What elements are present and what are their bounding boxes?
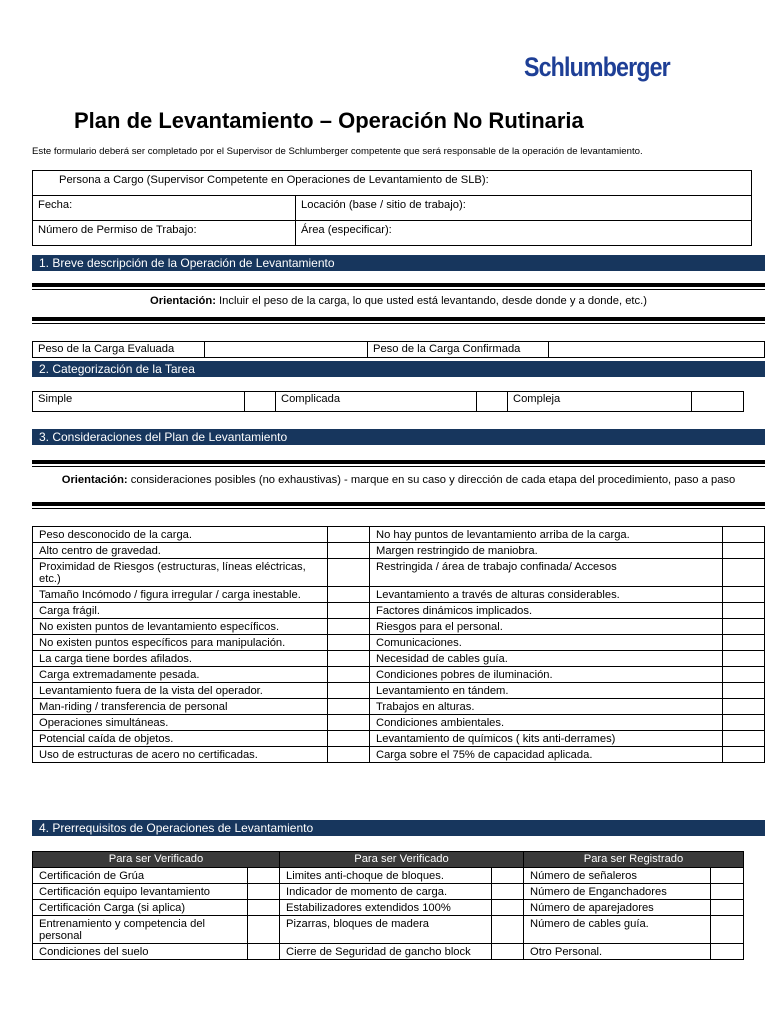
consideracion-checkbox[interactable] <box>723 559 765 587</box>
section-4-header: 4. Prerrequisitos de Operaciones de Levantamiento <box>32 820 765 836</box>
consideracion-checkbox[interactable] <box>328 603 370 619</box>
prerrequisito-label: Certificación equipo levantamiento <box>33 884 248 900</box>
table-row <box>33 587 765 603</box>
prerrequisito-label: Certificación Carga (si aplica) <box>33 900 248 916</box>
consideracion-label: Proximidad de Riesgos (estructuras, líneas eléctricas, etc.) <box>33 559 328 587</box>
compleja-label: Compleja <box>508 392 692 412</box>
consideracion-checkbox[interactable] <box>328 683 370 699</box>
col-header-verificado-1: Para ser Verificado <box>33 852 280 868</box>
consideracion-label: Uso de estructuras de acero no certificadas. <box>33 747 328 763</box>
prerrequisito-checkbox[interactable] <box>711 944 744 960</box>
consideracion-label: No existen puntos de levantamiento específicos. <box>33 619 328 635</box>
prerrequisito-label: Estabilizadores extendidos 100% <box>280 900 492 916</box>
consideracion-checkbox[interactable] <box>328 527 370 543</box>
consideracion-label: Condiciones pobres de iluminación. <box>370 667 723 683</box>
col-header-registrado: Para ser Registrado <box>524 852 744 868</box>
consideracion-checkbox[interactable] <box>328 699 370 715</box>
consideracion-label: Carga extremadamente pesada. <box>33 667 328 683</box>
consideracion-checkbox[interactable] <box>723 635 765 651</box>
table-row <box>33 868 744 884</box>
simple-checkbox[interactable] <box>245 392 276 412</box>
prerrequisito-label: Número de señaleros <box>524 868 711 884</box>
complicada-checkbox[interactable] <box>477 392 508 412</box>
consideracion-checkbox[interactable] <box>328 747 370 763</box>
consideracion-label: Potencial caída de objetos. <box>33 731 328 747</box>
prerrequisito-label: Otro Personal. <box>524 944 711 960</box>
peso-confirmada-label: Peso de la Carga Confirmada <box>368 342 549 358</box>
prerrequisito-checkbox[interactable] <box>711 916 744 944</box>
table-row <box>33 715 765 731</box>
peso-evaluada-label: Peso de la Carga Evaluada <box>33 342 205 358</box>
consideracion-checkbox[interactable] <box>328 667 370 683</box>
consideracion-label: Man-riding / transferencia de personal <box>33 699 328 715</box>
prerrequisito-label: Entrenamiento y competencia del personal <box>33 916 248 944</box>
consideracion-checkbox[interactable] <box>723 683 765 699</box>
prerrequisito-label: Indicador de momento de carga. <box>280 884 492 900</box>
schlumberger-logo: Schlumberger <box>524 52 670 82</box>
table-row <box>33 651 765 667</box>
table-row <box>33 699 765 715</box>
table-row <box>33 900 744 916</box>
consideracion-label: Restringida / área de trabajo confinada/ Accesos <box>370 559 723 587</box>
peso-confirmada-input[interactable] <box>549 342 765 358</box>
prerrequisito-checkbox[interactable] <box>711 884 744 900</box>
categoria-table <box>32 391 744 412</box>
consideracion-label: Necesidad de cables guía. <box>370 651 723 667</box>
section-2-header: 2. Categorización de la Tarea <box>32 361 765 377</box>
table-row <box>33 916 744 944</box>
table-row <box>33 527 765 543</box>
prerrequisito-checkbox[interactable] <box>492 900 524 916</box>
table-row <box>33 683 765 699</box>
persona-cargo-field[interactable]: Persona a Cargo (Supervisor Competente en Operaciones de Levantamiento de SLB): <box>33 171 752 196</box>
divider <box>32 283 765 290</box>
consideracion-label: Factores dinámicos implicados. <box>370 603 723 619</box>
consideracion-checkbox[interactable] <box>328 587 370 603</box>
header-table <box>32 170 752 246</box>
table-row <box>33 884 744 900</box>
consideracion-checkbox[interactable] <box>723 587 765 603</box>
consideracion-checkbox[interactable] <box>328 543 370 559</box>
prerrequisito-checkbox[interactable] <box>248 884 280 900</box>
consideracion-label: Levantamiento en tándem. <box>370 683 723 699</box>
table-row <box>33 559 765 587</box>
consideracion-label: Levantamiento de químicos ( kits anti-derrames) <box>370 731 723 747</box>
prerrequisito-checkbox[interactable] <box>248 868 280 884</box>
consideracion-label: Levantamiento fuera de la vista del operador. <box>33 683 328 699</box>
fecha-field[interactable]: Fecha: <box>33 196 296 221</box>
area-field[interactable]: Área (especificar): <box>296 221 752 246</box>
complicada-label: Complicada <box>276 392 477 412</box>
consideracion-checkbox[interactable] <box>328 731 370 747</box>
consideracion-checkbox[interactable] <box>723 603 765 619</box>
consideracion-checkbox[interactable] <box>723 747 765 763</box>
consideracion-label: Riesgos para el personal. <box>370 619 723 635</box>
prerrequisito-label: Número de cables guía. <box>524 916 711 944</box>
consideracion-label: Carga frágil. <box>33 603 328 619</box>
consideracion-checkbox[interactable] <box>328 559 370 587</box>
col-header-verificado-2: Para ser Verificado <box>280 852 524 868</box>
table-row <box>33 603 765 619</box>
consideracion-checkbox[interactable] <box>723 715 765 731</box>
table-row <box>33 731 765 747</box>
consideracion-label: Margen restringido de maniobra. <box>370 543 723 559</box>
table-row <box>33 543 765 559</box>
consideracion-checkbox[interactable] <box>723 527 765 543</box>
consideracion-label: La carga tiene bordes afilados. <box>33 651 328 667</box>
section-1-header: 1. Breve descripción de la Operación de Levantamiento <box>32 255 765 271</box>
consideracion-label: No existen puntos específicos para manipulación. <box>33 635 328 651</box>
consideracion-checkbox[interactable] <box>723 651 765 667</box>
consideracion-label: Peso desconocido de la carga. <box>33 527 328 543</box>
consideracion-checkbox[interactable] <box>723 667 765 683</box>
consideracion-checkbox[interactable] <box>328 619 370 635</box>
simple-label: Simple <box>33 392 245 412</box>
consideracion-checkbox[interactable] <box>328 715 370 731</box>
prerrequisito-checkbox[interactable] <box>248 900 280 916</box>
consideracion-checkbox[interactable] <box>328 635 370 651</box>
table-row <box>33 944 744 960</box>
consideracion-label: Carga sobre el 75% de capacidad aplicada. <box>370 747 723 763</box>
consideracion-label: Operaciones simultáneas. <box>33 715 328 731</box>
table-row <box>33 635 765 651</box>
prerrequisito-checkbox[interactable] <box>492 884 524 900</box>
prerrequisito-checkbox[interactable] <box>711 900 744 916</box>
consideracion-label: Tamaño Incómodo / figura irregular / carga inestable. <box>33 587 328 603</box>
consideracion-checkbox[interactable] <box>723 619 765 635</box>
consideracion-checkbox[interactable] <box>328 651 370 667</box>
consideracion-label: Condiciones ambientales. <box>370 715 723 731</box>
consideracion-checkbox[interactable] <box>723 699 765 715</box>
table-row <box>33 619 765 635</box>
prerrequisito-checkbox[interactable] <box>711 868 744 884</box>
consideracion-label: Trabajos en alturas. <box>370 699 723 715</box>
table-row <box>33 667 765 683</box>
prerrequisito-label: Pizarras, bloques de madera <box>280 916 492 944</box>
prerrequisito-checkbox[interactable] <box>492 916 524 944</box>
prerrequisito-checkbox[interactable] <box>248 944 280 960</box>
prerrequisito-label: Condiciones del suelo <box>33 944 248 960</box>
divider <box>32 460 765 467</box>
section-1-orientation: Orientación: Incluir el peso de la carga, lo que usted está levantando, desde donde y a donde, etc.) <box>150 295 647 307</box>
prerrequisito-checkbox[interactable] <box>248 916 280 944</box>
prerrequisito-checkbox[interactable] <box>492 868 524 884</box>
divider <box>32 317 765 324</box>
permiso-field[interactable]: Número de Permiso de Trabajo: <box>33 221 296 246</box>
prerrequisito-label: Limites anti-choque de bloques. <box>280 868 492 884</box>
section-3-header: 3. Consideraciones del Plan de Levantamiento <box>32 429 765 445</box>
peso-table <box>32 341 765 358</box>
prerrequisito-checkbox[interactable] <box>492 944 524 960</box>
section-3-orientation: Orientación: consideraciones posibles (no exhaustivas) - marque en su caso y dirección de cada etapa del procedimiento, paso a paso <box>61 474 736 486</box>
page-title: Plan de Levantamiento – Operación No Rutinaria <box>74 108 584 133</box>
prerrequisito-label: Número de aparejadores <box>524 900 711 916</box>
locacion-field[interactable]: Locación (base / sitio de trabajo): <box>296 196 752 221</box>
table-row <box>33 747 765 763</box>
compleja-checkbox[interactable] <box>692 392 744 412</box>
consideracion-checkbox[interactable] <box>723 731 765 747</box>
prerrequisitos-table <box>32 851 744 960</box>
prerrequisito-label: Cierre de Seguridad de gancho block <box>280 944 492 960</box>
consideracion-label: Comunicaciones. <box>370 635 723 651</box>
divider <box>32 502 765 509</box>
consideracion-label: Levantamiento a través de alturas considerables. <box>370 587 723 603</box>
intro-text: Este formulario deberá ser completado por el Supervisor de Schlumberger competente que será responsable de la operación de levantamiento. <box>32 146 643 157</box>
prerrequisito-label: Número de Enganchadores <box>524 884 711 900</box>
prerrequisito-label: Certificación de Grúa <box>33 868 248 884</box>
peso-evaluada-input[interactable] <box>205 342 368 358</box>
consideracion-checkbox[interactable] <box>723 543 765 559</box>
consideracion-label: No hay puntos de levantamiento arriba de la carga. <box>370 527 723 543</box>
consideracion-label: Alto centro de gravedad. <box>33 543 328 559</box>
consideraciones-table <box>32 526 765 763</box>
